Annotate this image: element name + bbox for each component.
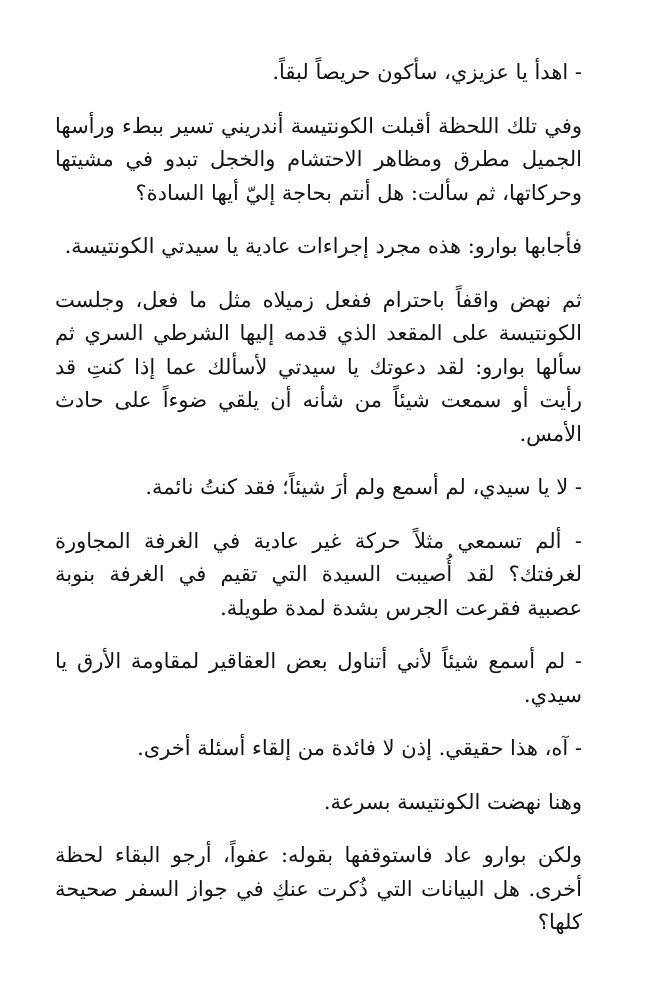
paragraph-6: - ألم تسمعي مثلاً حركة غير عادية في الغرفة المجاورة لغرفتك؟ لقد أُصيبت السيدة التي تقيم في الغرفة بنوبة عصبية فقرعت الجرس بشدة لمدة طويلة. — [55, 528, 582, 620]
paragraph-2: وفي تلك اللحظة أقبلت الكونتيسة أندريني تسير ببطء ورأسها الجميل مطرق ومظاهر الاحتشام والخجل تبدو في مشيتها وحركاتها، ثم سألت: هل أنتم بحاجة إليّ أيها السادة؟ — [55, 113, 582, 205]
paragraph-8: - آه، هذا حقيقي. إذن لا فائدة من إلقاء أسئلة أخرى. — [137, 736, 582, 760]
paragraph-7: - لم أسمع شيئاً لأني أتناول بعض العقاقير لمقاومة الأرق يا سيدي. — [55, 649, 582, 707]
paragraph-1: - اهدأ يا عزيزي، سأكون حريصاً لبقاً. — [272, 60, 582, 84]
document-page — [55, 56, 604, 960]
paragraph-4: ثم نهض واقفاً باحترام ففعل زميلاه مثل ما فعل، وجلست الكونتيسة على المقعد الذي قدمه إليها الشرطي السري ثم سألها بوارو: لقد دعوتك يا سيدتي لأسألك عما إذا كنتِ قد رأيت أو سمعت شيئاً من شأنه أن يلقي ضوءاً على حادث الأمس. — [55, 287, 582, 446]
paragraph-5: - لا يا سيدي، لم أسمع ولم أرَ شيئاً؛ فقد كنتُ نائمة. — [145, 475, 582, 499]
paragraph-9: وهنا نهضت الكونتيسة بسرعة. — [323, 789, 582, 814]
paragraph-10: ولكن بوارو عاد فاستوقفها بقوله: عفواً، أرجو البقاء لحظة أخرى. هل البيانات التي ذُكرت عنكِ في جواز السفر صحيحة كلها؟ — [55, 843, 582, 934]
paragraph-3: فأجابها بوارو: هذه مجرد إجراءات عادية يا سيدتي الكونتيسة. — [64, 234, 582, 258]
